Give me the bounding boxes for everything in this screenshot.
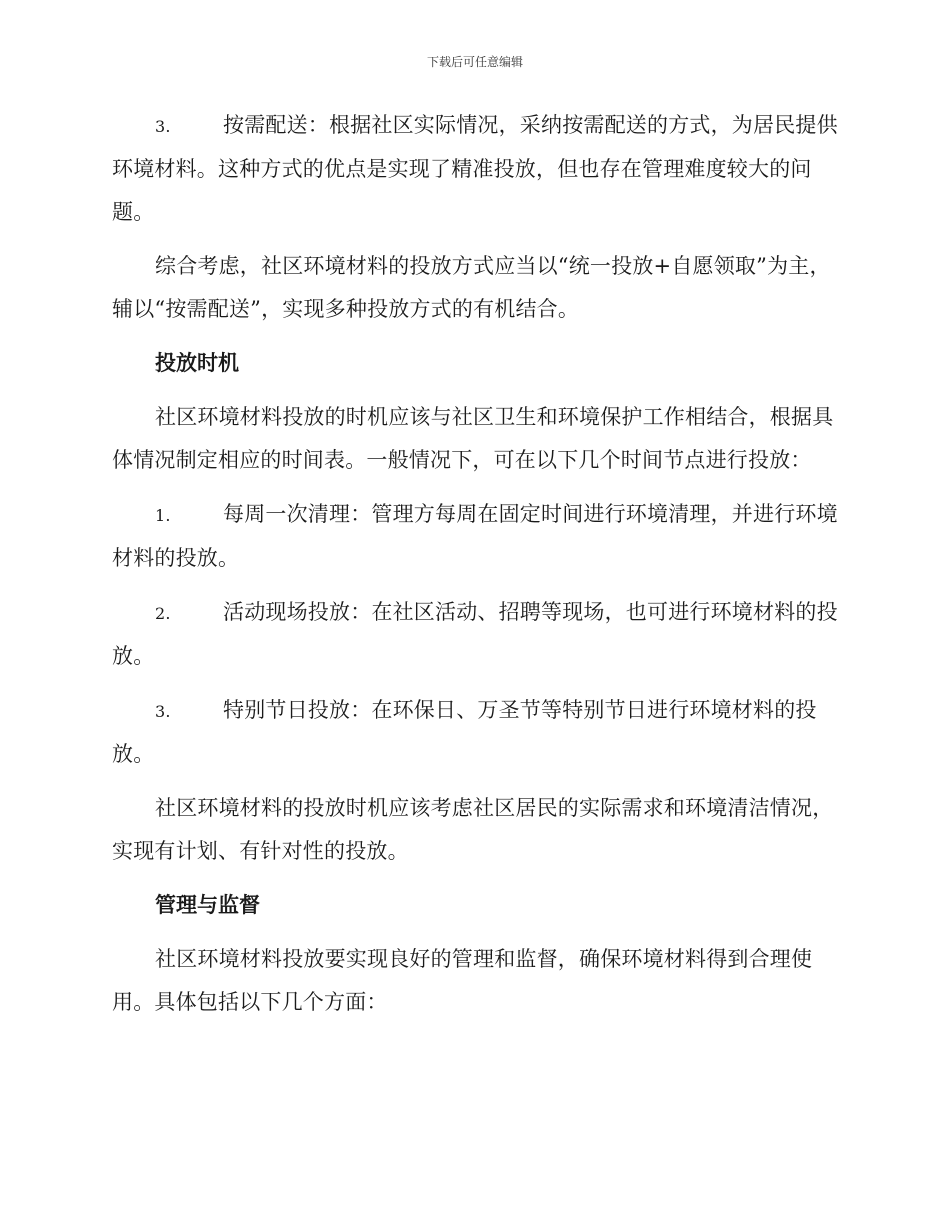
paragraph: 社区环境材料投放的时机应该与社区卫生和环境保护工作相结合，根据具体情况制定相应的时间表。一般情况下，可在以下几个时间节点进行投放： xyxy=(112,405,834,472)
list-item xyxy=(112,104,838,234)
list-item-number: 3. xyxy=(155,702,171,721)
section-heading: 管理与监督 xyxy=(155,893,260,917)
list-item-number: 1. xyxy=(155,506,171,525)
list-item-text: 每周一次清理：管理方每周在固定时间进行环境清理，并进行环境材料的投放。 xyxy=(112,502,838,570)
section-heading: 投放时机 xyxy=(155,351,239,375)
list-item xyxy=(112,689,838,776)
list-item-number: 2. xyxy=(155,604,171,623)
page-header: 下载后可任意编辑 xyxy=(426,55,523,69)
list-item xyxy=(112,591,838,678)
document-body xyxy=(112,104,838,1035)
list-item xyxy=(112,493,838,580)
list-item-number: 3. xyxy=(155,117,171,136)
paragraph: 社区环境材料的投放时机应该考虑社区居民的实际需求和环境清洁情况，实现有计划、有针对性的投放。 xyxy=(112,796,834,863)
list-item-text: 按需配送：根据社区实际情况，采纳按需配送的方式，为居民提供环境材料。这种方式的优点是实现了精准投放，但也存在管理难度较大的问题。 xyxy=(112,113,838,224)
paragraph: 综合考虑，社区环境材料的投放方式应当以“统一投放+自愿领取”为主，辅以“按需配送”，实现多种投放方式的有机结合。 xyxy=(112,254,831,321)
list-item-text: 活动现场投放：在社区活动、招聘等现场，也可进行环境材料的投放。 xyxy=(112,600,838,668)
list-item-text: 特别节日投放：在环保日、万圣节等特别节日进行环境材料的投放。 xyxy=(112,698,817,766)
paragraph: 社区环境材料投放要实现良好的管理和监督，确保环境材料得到合理使用。具体包括以下几个方面： xyxy=(112,947,813,1014)
